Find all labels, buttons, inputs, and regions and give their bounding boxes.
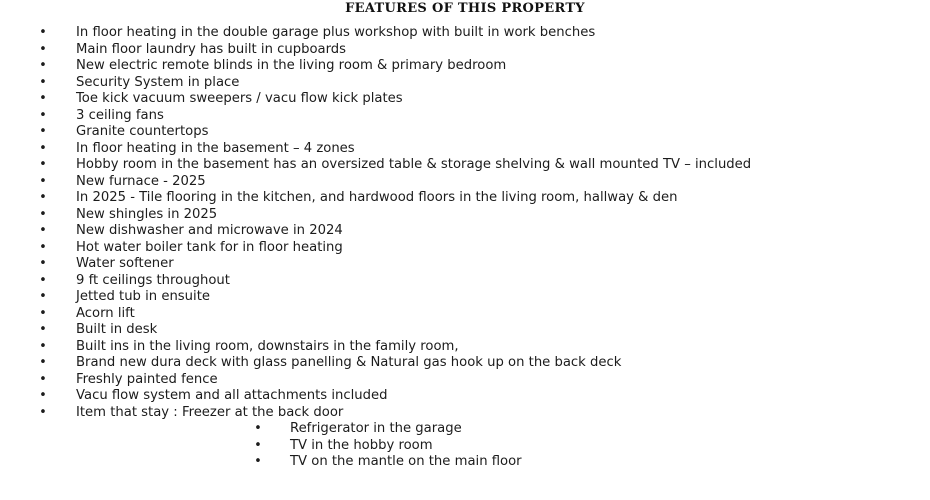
feature-text: Hobby room in the basement has an oversized table & storage shelving & wall mounted TV – included <box>76 157 752 172</box>
feature-text: 3 ceiling fans <box>76 107 164 123</box>
list-item <box>0 355 930 372</box>
page-title: FEATURES OF THIS PROPERTY <box>345 1 585 16</box>
bullet-icon: • <box>39 404 47 420</box>
bullet-icon: • <box>39 173 47 189</box>
bullet-icon: • <box>39 140 47 156</box>
feature-text: Brand new dura deck with glass panelling & Natural gas hook up on the back deck <box>76 355 622 370</box>
list-item <box>0 58 930 75</box>
list-item <box>0 190 930 207</box>
bullet-icon: • <box>39 256 47 271</box>
list-item <box>0 289 930 306</box>
bullet-icon: • <box>39 239 47 255</box>
bullet-icon: • <box>39 25 47 40</box>
sub-list-item <box>0 421 930 438</box>
bullet-icon: • <box>39 91 47 106</box>
list-item <box>0 75 930 92</box>
bullet-icon: • <box>39 107 47 123</box>
items-that-stay-sublist <box>0 421 930 471</box>
bullet-icon: • <box>39 190 47 205</box>
bullet-icon: • <box>39 289 47 304</box>
feature-text: Granite countertops <box>76 124 209 139</box>
list-item <box>0 240 930 257</box>
list-item <box>0 306 930 323</box>
feature-text: Vacu flow system and all attachments included <box>76 388 388 403</box>
feature-text: Acorn lift <box>76 305 135 321</box>
bullet-icon: • <box>39 272 47 288</box>
feature-text: In floor heating in the double garage plus workshop with built in work benches <box>76 25 596 40</box>
sub-item-text: TV in the hobby room <box>290 437 433 453</box>
list-item <box>0 174 930 191</box>
list-item <box>0 91 930 108</box>
bullet-icon: • <box>39 206 47 222</box>
list-item <box>0 256 930 273</box>
list-item <box>0 207 930 224</box>
feature-text: Built in desk <box>76 322 158 337</box>
bullet-icon: • <box>254 454 262 469</box>
bullet-icon: • <box>39 322 47 337</box>
bullet-icon: • <box>39 41 47 57</box>
list-item <box>0 223 930 240</box>
bullet-icon: • <box>39 157 47 172</box>
items-that-stay-sublist-container <box>0 421 930 471</box>
feature-text: Item that stay : Freezer at the back door <box>76 404 344 420</box>
feature-text: Built ins in the living room, downstairs in the family room, <box>76 338 459 354</box>
list-item <box>0 42 930 59</box>
bullet-icon: • <box>254 421 262 436</box>
feature-text: Jetted tub in ensuite <box>76 289 210 304</box>
list-item <box>0 273 930 290</box>
bullet-icon: • <box>39 58 47 73</box>
bullet-icon: • <box>39 223 47 238</box>
bullet-icon: • <box>39 338 47 354</box>
feature-text: 9 ft ceilings throughout <box>76 272 230 288</box>
list-item <box>0 124 930 141</box>
feature-text: Water softener <box>76 256 174 271</box>
feature-text: Security System in place <box>76 74 240 90</box>
list-item <box>0 25 930 42</box>
list-item <box>0 388 930 405</box>
feature-text: New electric remote blinds in the living room & primary bedroom <box>76 58 507 73</box>
list-item <box>0 108 930 125</box>
sub-list-item <box>0 438 930 455</box>
feature-text: Toe kick vacuum sweepers / vacu flow kick plates <box>76 91 403 106</box>
list-item <box>0 322 930 339</box>
features-list <box>0 25 930 471</box>
list-item-items-that-stay <box>0 405 930 422</box>
bullet-icon: • <box>254 437 262 453</box>
feature-text: Hot water boiler tank for in floor heating <box>76 239 343 255</box>
list-item <box>0 157 896 174</box>
bullet-icon: • <box>39 74 47 90</box>
sub-list-item <box>0 454 930 471</box>
feature-text: In floor heating in the basement – 4 zones <box>76 140 355 156</box>
feature-text: Main floor laundry has built in cupboards <box>76 41 347 57</box>
sub-item-text: TV on the mantle on the main floor <box>290 454 522 469</box>
feature-text: In 2025 - Tile flooring in the kitchen, and hardwood floors in the living room, hallway & den <box>76 190 678 205</box>
feature-text: New dishwasher and microwave in 2024 <box>76 223 343 238</box>
list-item <box>0 339 930 356</box>
bullet-icon: • <box>39 355 47 370</box>
feature-text: New furnace - 2025 <box>76 173 206 189</box>
feature-text: Freshly painted fence <box>76 371 218 387</box>
list-item <box>0 141 930 158</box>
bullet-icon: • <box>39 305 47 321</box>
bullet-icon: • <box>39 388 47 403</box>
feature-text: New shingles in 2025 <box>76 206 218 222</box>
sub-item-text: Refrigerator in the garage <box>290 421 462 436</box>
bullet-icon: • <box>39 371 47 387</box>
bullet-icon: • <box>39 124 47 139</box>
list-item <box>0 372 930 389</box>
